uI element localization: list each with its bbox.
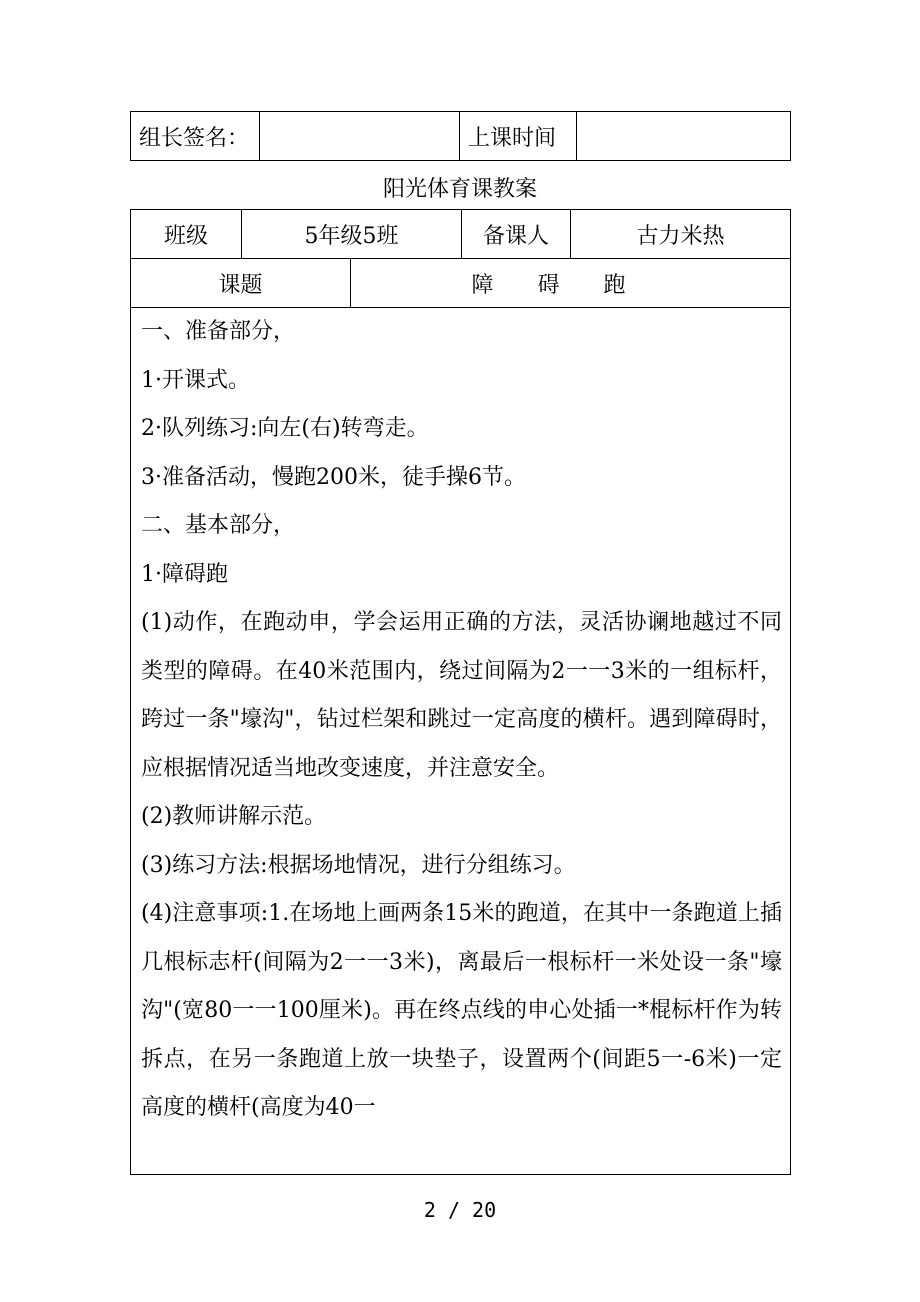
topic-value: 障碍跑 (351, 259, 791, 308)
class-info-row (131, 210, 791, 259)
class-value: 5年级5班 (242, 210, 462, 259)
leader-signature-field (260, 112, 460, 161)
content-paragraph: 二、基本部分， (141, 513, 296, 538)
class-time-field (577, 112, 791, 161)
content-paragraph: (3)练习方法:根据场地情况，进行分组练习。 (141, 852, 576, 878)
content-paragraph: 1·障碍跑 (141, 561, 228, 587)
leader-signature-label: 组长签名： (131, 112, 260, 161)
page-title: 阳光体育课教案 (382, 177, 537, 202)
topic-row (131, 259, 791, 308)
signature-table (130, 111, 791, 161)
class-label: 班级 (131, 210, 242, 259)
class-time-label: 上课时间 (460, 112, 577, 161)
signature-row (131, 112, 791, 161)
content-paragraph: (1)动作，在跑动申，学会运用正确的方法，灵活协谰地越过不同类型的障碍。在40米范围内，绕过间隔为2一一3米的一组标杆，跨过一条"壕沟"，钻过栏架和跳过一定高度的横杆。遇到障碍时，应根据情况适当地改变速度，并注意安全。 (141, 610, 782, 781)
lesson-content (131, 308, 790, 1174)
lesson-content-cell (131, 308, 791, 1175)
content-paragraph: 一、准备部分， (141, 319, 296, 344)
content-paragraph: (2)教师讲解示范。 (141, 804, 327, 829)
content-row (131, 308, 791, 1175)
content-paragraph: (4)注意事项:1.在场地上画两条15米的跑道，在其中一条跑道上插几根标志杆(间隔为2一一3米)，离最后一根标杆一米处设一条"壕沟"(宽80一一100厘米)。再在终点线的申心处插一*棍标杆作为转拆点，在另一条跑道上放一块垫子，设置两个(间距5一-6米)一定高度的横杆(高度为40一 (141, 901, 782, 1120)
topic-label: 课题 (131, 259, 351, 308)
page-indicator: 2 / 20 (423, 1198, 497, 1222)
content-paragraph: 3·准备活动，慢跑200米，徒手操6节。 (141, 464, 526, 490)
preparer-value: 古力米热 (571, 210, 791, 259)
content-paragraph: 2·队列练习:向左(右)转弯走。 (141, 416, 429, 441)
preparer-label: 备课人 (462, 210, 571, 259)
lesson-plan-table (130, 209, 791, 1175)
content-paragraph: 1·开课式。 (141, 367, 250, 393)
